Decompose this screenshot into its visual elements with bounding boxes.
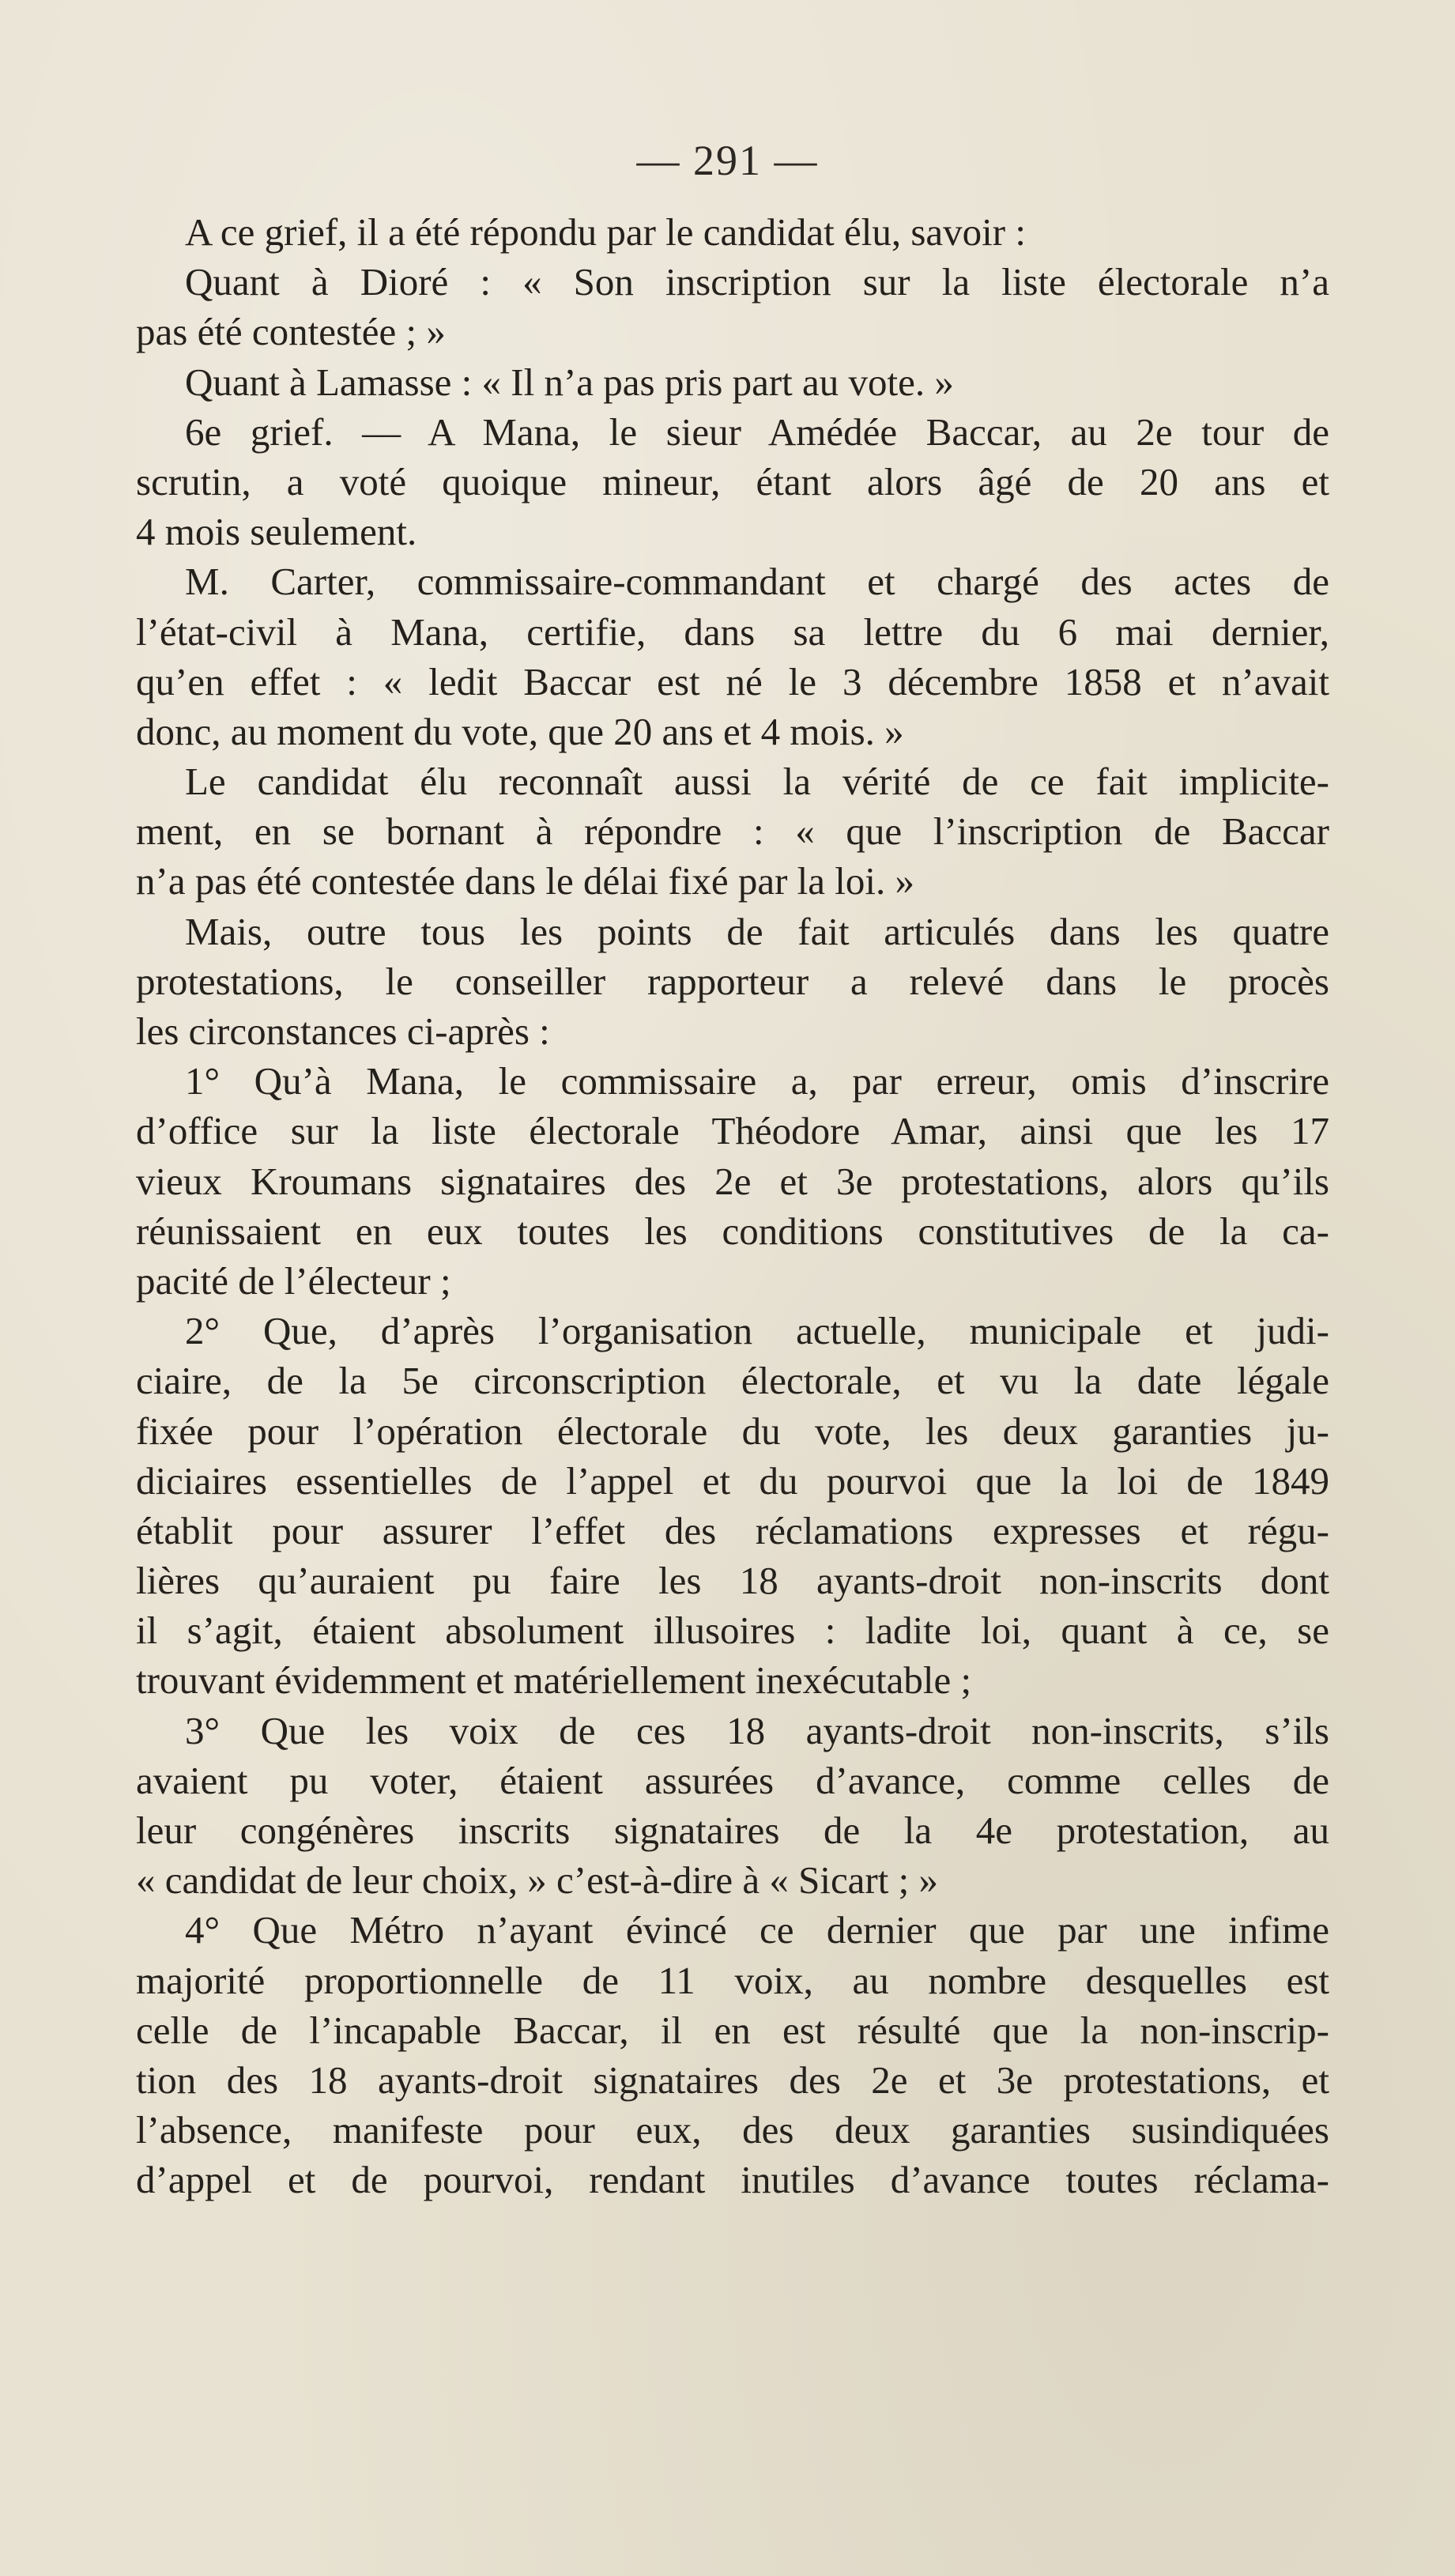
text-line: vieux Kroumans signataires des 2e et 3e protestations, alors qu’ils: [136, 1159, 1329, 1203]
text-line: celle de l’incapable Baccar, il en est résulté que la non-inscrip-: [136, 2008, 1329, 2052]
text-line: 6e grief. — A Mana, le sieur Amédée Baccar, au 2e tour de: [185, 409, 1329, 454]
text-line: majorité proportionnelle de 11 voix, au nombre desquelles est: [136, 1958, 1329, 2002]
text-line: leur congénères inscrits signataires de la 4e protestation, au: [136, 1808, 1329, 1852]
text-line: Quant à Dioré : « Son inscription sur la liste électorale n’a: [185, 260, 1329, 304]
text-line: l’absence, manifeste pour eux, des deux garanties susindiquées: [136, 2108, 1329, 2152]
text-line: 3° Que les voix de ces 18 ayants-droit non-inscrits, s’ils: [185, 1708, 1329, 1752]
body-text: [136, 207, 1329, 2205]
text-line: « candidat de leur choix, » c’est-à-dire à « Sicart ; »: [136, 1858, 938, 1903]
text-line: 4 mois seulement.: [136, 510, 417, 554]
text-line: Le candidat élu reconnaît aussi la vérité de ce fait implicite-: [185, 760, 1329, 804]
text-line: Quant à Lamasse : « Il n’a pas pris part au vote. »: [185, 360, 954, 404]
text-line: avaient pu voter, étaient assurées d’avance, comme celles de: [136, 1758, 1329, 1802]
text-line: trouvant évidemment et matériellement inexécutable ;: [136, 1658, 972, 1703]
text-line: réunissaient en eux toutes les conditions constitutives de la ca-: [136, 1209, 1329, 1253]
page-number: — 291 —: [636, 137, 819, 184]
text-line: Mais, outre tous les points de fait articulés dans les quatre: [185, 909, 1329, 953]
text-line: pacité de l’électeur ;: [136, 1258, 451, 1303]
text-line: pas été contestée ; »: [136, 310, 446, 354]
text-line: qu’en effet : « ledit Baccar est né le 3 décembre 1858 et n’avait: [136, 659, 1329, 703]
text-line: 1° Qu’à Mana, le commissaire a, par erreur, omis d’inscrire: [185, 1059, 1329, 1103]
text-line: 4° Que Métro n’ayant évincé ce dernier que par une infime: [185, 1908, 1329, 1952]
text-line: ment, en se bornant à répondre : « que l’inscription de Baccar: [136, 809, 1329, 854]
text-line: établit pour assurer l’effet des réclamations expresses et régu-: [136, 1508, 1329, 1552]
text-line: fixée pour l’opération électorale du vote, les deux garanties ju-: [136, 1409, 1329, 1453]
text-line: diciaires essentielles de l’appel et du pourvoi que la loi de 1849: [136, 1458, 1329, 1503]
text-line: il s’agit, étaient absolument illusoires : ladite loi, quant à ce, se: [136, 1609, 1329, 1653]
text-line: les circonstances ci-après :: [136, 1009, 550, 1053]
text-line: A ce grief, il a été répondu par le candidat élu, savoir :: [185, 210, 1026, 254]
text-line: donc, au moment du vote, que 20 ans et 4 mois. »: [136, 709, 904, 753]
text-line: 2° Que, d’après l’organisation actuelle, municipale et judi-: [185, 1309, 1329, 1353]
text-line: M. Carter, commissaire-commandant et chargé des actes de: [185, 560, 1329, 604]
text-line: l’état-civil à Mana, certifie, dans sa lettre du 6 mai dernier,: [136, 609, 1329, 654]
text-line: tion des 18 ayants-droit signataires des 2e et 3e protestations, et: [136, 2057, 1329, 2102]
text-line: ciaire, de la 5e circonscription électorale, et vu la date légale: [136, 1359, 1329, 1403]
text-line: n’a pas été contestée dans le délai fixé par la loi. »: [136, 859, 915, 903]
text-line: d’office sur la liste électorale Théodore Amar, ainsi que les 17: [136, 1109, 1329, 1153]
text-line: lières qu’auraient pu faire les 18 ayants-droit non-inscrits dont: [136, 1559, 1329, 1603]
text-line: protestations, le conseiller rapporteur a relevé dans le procès: [136, 959, 1329, 1003]
text-line: d’appel et de pourvoi, rendant inutiles d’avance toutes réclama-: [136, 2158, 1329, 2202]
text-line: scrutin, a voté quoique mineur, étant alors âgé de 20 ans et: [136, 459, 1329, 504]
